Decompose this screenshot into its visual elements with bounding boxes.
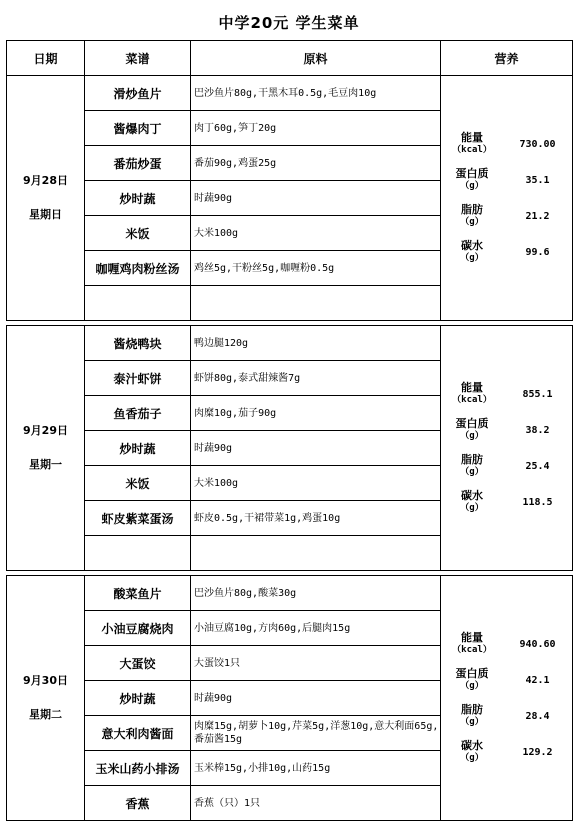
nutrition-label: 蛋白质 [455, 667, 489, 680]
nutrition-label: 能量 [461, 631, 483, 644]
menu-table [6, 40, 573, 821]
nutrition-label: 脂肪 [461, 703, 483, 716]
dish-name: 酸菜鱼片 [85, 576, 191, 611]
date-text: 9月30日 [23, 674, 68, 687]
nutrition-value: 118.5 [522, 496, 553, 508]
nutrition-value: 25.4 [525, 460, 550, 472]
nutrition-fat [441, 698, 572, 734]
dish-ingredients: 巴沙鱼片80g,干黑木耳0.5g,毛豆肉10g [191, 76, 441, 111]
header-row [7, 41, 573, 76]
nutrition-unit: （g） [460, 467, 484, 477]
dish-ingredients: 巴沙鱼片80g,酸菜30g [191, 576, 441, 611]
dish-name: 炒时蔬 [85, 181, 191, 216]
dish-ingredients: 玉米棒15g,小排10g,山药15g [191, 751, 441, 786]
dish-ingredients: 鸭边腿120g [191, 326, 441, 361]
nutrition-label: 能量 [461, 381, 483, 394]
dish-name: 意大利肉酱面 [85, 716, 191, 751]
nutrition-value: 21.2 [525, 210, 550, 222]
dish-name: 小油豆腐烧肉 [85, 611, 191, 646]
dish-ingredients: 肉糜10g,茄子90g [191, 396, 441, 431]
nutrition-energy [441, 376, 572, 412]
nutrition-fat [441, 198, 572, 234]
nutrition-unit: （kcal） [452, 645, 492, 655]
weekday-text: 星期日 [29, 208, 62, 221]
table-row [7, 576, 573, 611]
nutrition-unit: （g） [460, 181, 484, 191]
dish-name: 玉米山药小排汤 [85, 751, 191, 786]
dish-ingredients: 大蛋饺1只 [191, 646, 441, 681]
nutrition-label: 碳水 [461, 489, 483, 502]
nutrition-unit: （g） [460, 503, 484, 513]
dish-name: 酱烧鸭块 [85, 326, 191, 361]
dish-name: 炒时蔬 [85, 431, 191, 466]
dish-ingredients: 时蔬90g [191, 431, 441, 466]
nutrition-cell [441, 326, 573, 571]
header-date: 日期 [7, 41, 85, 76]
dish-ingredients: 肉糜15g,胡萝卜10g,芹菜5g,洋葱10g,意大利面65g,番茄酱15g [191, 716, 441, 751]
dish-name: 米饭 [85, 466, 191, 501]
dish-ingredients: 肉丁60g,笋丁20g [191, 111, 441, 146]
nutrition-label: 脂肪 [461, 453, 483, 466]
weekday-text: 星期一 [29, 458, 62, 471]
nutrition-label: 蛋白质 [455, 417, 489, 430]
dish-ingredients: 小油豆腐10g,方肉60g,后腿肉15g [191, 611, 441, 646]
date-text: 9月28日 [23, 174, 68, 187]
nutrition-value: 28.4 [525, 710, 550, 722]
header-nutrition: 营养 [441, 41, 573, 76]
nutrition-unit: （g） [460, 431, 484, 441]
nutrition-protein [441, 412, 572, 448]
dish-name: 泰汁虾饼 [85, 361, 191, 396]
nutrition-unit: （kcal） [452, 145, 492, 155]
nutrition-value: 940.60 [519, 638, 556, 650]
date-cell [7, 76, 85, 321]
page-title: 中学20元 学生菜单 [218, 14, 360, 32]
nutrition-fat [441, 448, 572, 484]
nutrition-energy [441, 126, 572, 162]
nutrition-value: 855.1 [522, 388, 553, 400]
dish-ingredients: 虾皮0.5g,干裙带菜1g,鸡蛋10g [191, 501, 441, 536]
dish-ingredients [191, 536, 441, 571]
weekday-text: 星期二 [29, 708, 62, 721]
nutrition-protein [441, 662, 572, 698]
dish-name: 咖喱鸡肉粉丝汤 [85, 251, 191, 286]
table-row [7, 326, 573, 361]
dish-ingredients: 香蕉（只）1只 [191, 786, 441, 821]
table-row [7, 76, 573, 111]
dish-name: 虾皮紫菜蛋汤 [85, 501, 191, 536]
dish-ingredients: 时蔬90g [191, 181, 441, 216]
dish-name: 大蛋饺 [85, 646, 191, 681]
dish-name: 香蕉 [85, 786, 191, 821]
header-dish: 菜谱 [85, 41, 191, 76]
dish-name: 酱爆肉丁 [85, 111, 191, 146]
nutrition-protein [441, 162, 572, 198]
dish-ingredients: 虾饼80g,泰式甜辣酱7g [191, 361, 441, 396]
dish-name: 鱼香茄子 [85, 396, 191, 431]
nutrition-label: 蛋白质 [455, 167, 489, 180]
dish-ingredients [191, 286, 441, 321]
nutrition-label: 能量 [461, 131, 483, 144]
dish-ingredients: 番茄90g,鸡蛋25g [191, 146, 441, 181]
date-cell [7, 326, 85, 571]
date-text: 9月29日 [23, 424, 68, 437]
nutrition-carbs [441, 234, 572, 270]
dish-name: 炒时蔬 [85, 681, 191, 716]
nutrition-carbs [441, 484, 572, 520]
nutrition-value: 99.6 [525, 246, 550, 258]
nutrition-unit: （kcal） [452, 395, 492, 405]
header-ingredients: 原料 [191, 41, 441, 76]
dish-ingredients: 鸡丝5g,干粉丝5g,咖喱粉0.5g [191, 251, 441, 286]
dish-ingredients: 时蔬90g [191, 681, 441, 716]
dish-name [85, 286, 191, 321]
nutrition-value: 35.1 [525, 174, 550, 186]
nutrition-unit: （g） [460, 217, 484, 227]
dish-name [85, 536, 191, 571]
dish-name: 番茄炒蛋 [85, 146, 191, 181]
nutrition-unit: （g） [460, 753, 484, 763]
menu-body [7, 76, 573, 821]
nutrition-label: 碳水 [461, 739, 483, 752]
nutrition-value: 38.2 [525, 424, 550, 436]
dish-ingredients: 大米100g [191, 466, 441, 501]
nutrition-value: 129.2 [522, 746, 553, 758]
nutrition-carbs [441, 734, 572, 770]
nutrition-unit: （g） [460, 253, 484, 263]
nutrition-cell [441, 76, 573, 321]
nutrition-value: 730.00 [519, 138, 556, 150]
nutrition-cell [441, 576, 573, 821]
nutrition-energy [441, 626, 572, 662]
nutrition-unit: （g） [460, 717, 484, 727]
dish-name: 滑炒鱼片 [85, 76, 191, 111]
date-cell [7, 576, 85, 821]
dish-ingredients: 大米100g [191, 216, 441, 251]
dish-name: 米饭 [85, 216, 191, 251]
nutrition-label: 碳水 [461, 239, 483, 252]
nutrition-label: 脂肪 [461, 203, 483, 216]
nutrition-unit: （g） [460, 681, 484, 691]
nutrition-value: 42.1 [525, 674, 550, 686]
